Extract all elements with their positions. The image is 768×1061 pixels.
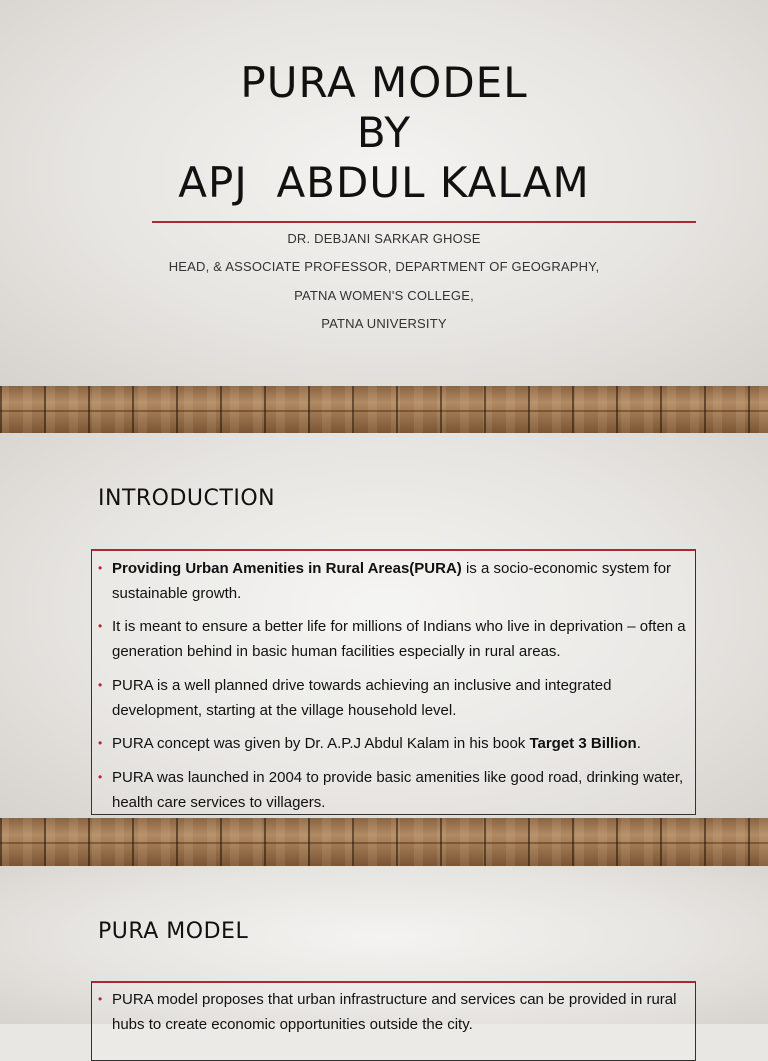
title-slide: [0, 0, 768, 386]
pura-model-bullet-1: • PURA model proposes that urban infrastructure and services can be provided in rural hubs to create economic opportunities outside the city.: [112, 987, 690, 1037]
title-line-1: PURA MODEL: [240, 58, 528, 107]
bullet-icon: •: [98, 619, 103, 633]
bullet-icon: •: [98, 678, 103, 692]
title-line-3: APJ ABDUL KALAM: [178, 158, 590, 207]
intro-bullet-2: • It is meant to ensure a better life for millions of Indians who live in deprivation – often a generation behind in basic human facilities especially in rural areas.: [112, 614, 690, 664]
author-name: DR. DEBJANI SARKAR GHOSE: [287, 231, 481, 246]
bullet-icon: •: [98, 736, 103, 750]
title-divider: [152, 221, 696, 223]
pura-model-content-box: [91, 981, 696, 1061]
bullet-icon: •: [98, 992, 103, 1006]
intro-bullet-1: • Providing Urban Amenities in Rural Areas(PURA) is a socio-economic system for sustainable growth.: [112, 556, 690, 606]
author-college: PATNA WOMEN'S COLLEGE,: [294, 288, 474, 303]
intro-bullet-4: • PURA concept was given by Dr. A.P.J Abdul Kalam in his book Target 3 Billion.: [112, 731, 690, 756]
title-line-2: BY: [356, 108, 412, 157]
introduction-heading: INTRODUCTION: [98, 486, 276, 511]
introduction-slide: [0, 433, 768, 818]
bullet-icon: •: [98, 561, 103, 575]
wood-floor-divider-1: [0, 386, 768, 433]
pura-model-heading: PURA MODEL: [98, 919, 249, 944]
pura-model-slide: [0, 866, 768, 1033]
wood-floor-divider-2: [0, 818, 768, 866]
bullet-icon: •: [98, 770, 103, 784]
intro-bullet-5: • PURA was launched in 2004 to provide basic amenities like good road, drinking water, health care services to villagers.: [112, 765, 690, 815]
introduction-content-box: [91, 549, 696, 815]
intro-bullet-3: • PURA is a well planned drive towards achieving an inclusive and integrated development, starting at the village household level.: [112, 673, 690, 723]
author-position: HEAD, & ASSOCIATE PROFESSOR, DEPARTMENT OF GEOGRAPHY,: [168, 259, 600, 274]
author-university: PATNA UNIVERSITY: [321, 316, 447, 331]
